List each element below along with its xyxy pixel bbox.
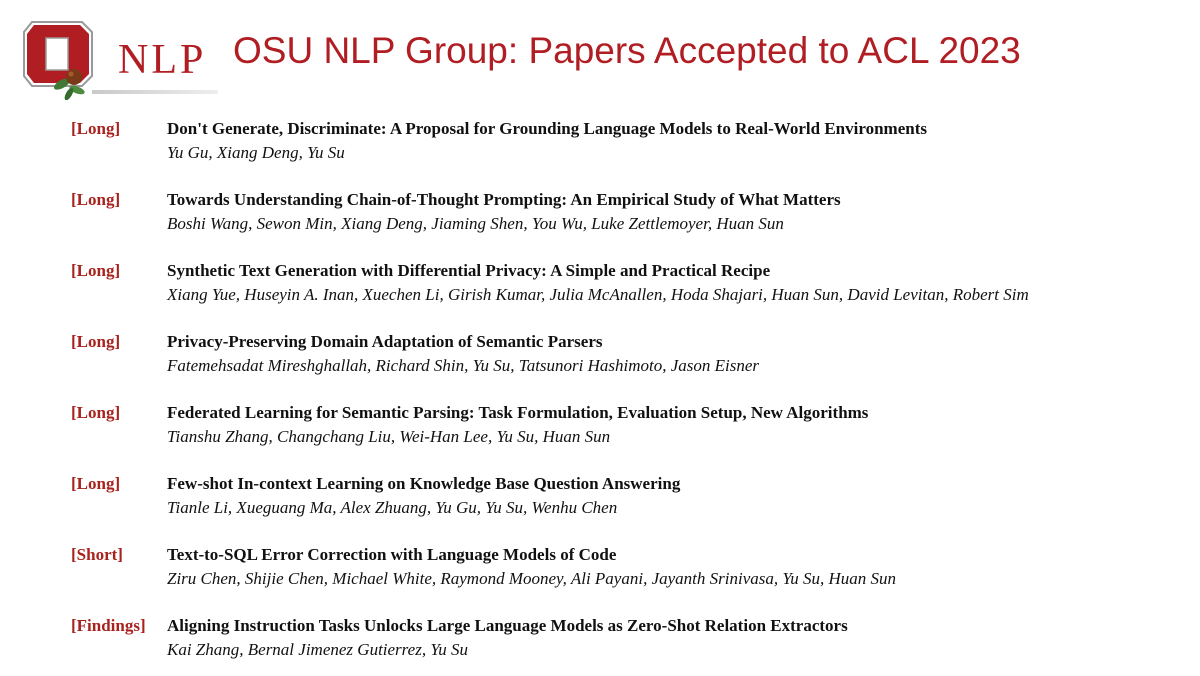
paper-title: Federated Learning for Semantic Parsing: Task Formulation, Evaluation Setup, New Algorithms	[167, 403, 869, 422]
paper-title: Synthetic Text Generation with Differential Privacy: A Simple and Practical Recipe	[167, 261, 771, 280]
paper-authors: Xiang Yue, Huseyin A. Inan, Xuechen Li, Girish Kumar, Julia McAnallen, Hoda Shajari, Huan Sun, David Levitan, Robert Sim	[167, 285, 1029, 304]
paper-authors: Ziru Chen, Shijie Chen, Michael White, Raymond Mooney, Ali Payani, Jayanth Srinivasa, Yu Su, Huan Sun	[167, 569, 897, 588]
paper-authors: Boshi Wang, Sewon Min, Xiang Deng, Jiaming Shen, You Wu, Luke Zettlemoyer, Huan Sun	[167, 214, 784, 233]
logo-nlp-text: NLP	[118, 37, 207, 83]
paper-title: Privacy-Preserving Domain Adaptation of Semantic Parsers	[167, 332, 603, 351]
paper-item	[0, 261, 1200, 321]
paper-authors: Kai Zhang, Bernal Jimenez Gutierrez, Yu Su	[167, 640, 468, 659]
paper-type-tag: [Long]	[71, 403, 121, 422]
paper-type-tag: [Long]	[71, 332, 121, 351]
paper-authors: Tianle Li, Xueguang Ma, Alex Zhuang, Yu Gu, Yu Su, Wenhu Chen	[167, 498, 618, 517]
paper-type-tag: [Long]	[71, 190, 121, 209]
paper-type-tag: [Long]	[71, 474, 121, 493]
paper-title: Towards Understanding Chain-of-Thought Prompting: An Empirical Study of What Matters	[167, 190, 841, 209]
paper-item	[0, 403, 1200, 463]
paper-title: Aligning Instruction Tasks Unlocks Large Language Models as Zero-Shot Relation Extractors	[167, 616, 848, 635]
paper-item	[0, 545, 1200, 605]
paper-item	[0, 616, 1200, 676]
osu-nlp-logo	[22, 14, 207, 100]
paper-authors: Fatemehsadat Mireshghallah, Richard Shin, Yu Su, Tatsunori Hashimoto, Jason Eisner	[167, 356, 760, 375]
paper-title: Don't Generate, Discriminate: A Proposal for Grounding Language Models to Real-World Environments	[167, 119, 927, 138]
page-title: OSU NLP Group: Papers Accepted to ACL 2023	[233, 30, 1021, 71]
paper-item	[0, 119, 1200, 179]
paper-authors: Tianshu Zhang, Changchang Liu, Wei-Han Lee, Yu Su, Huan Sun	[167, 427, 611, 446]
paper-type-tag: [Findings]	[71, 616, 146, 635]
paper-type-tag: [Long]	[71, 119, 121, 138]
block-o-icon	[22, 14, 102, 100]
logo-underline	[92, 90, 218, 94]
paper-item	[0, 332, 1200, 392]
paper-item	[0, 190, 1200, 250]
paper-authors: Yu Gu, Xiang Deng, Yu Su	[167, 143, 345, 162]
paper-title: Text-to-SQL Error Correction with Language Models of Code	[167, 545, 617, 564]
paper-item	[0, 474, 1200, 534]
paper-title: Few-shot In-context Learning on Knowledge Base Question Answering	[167, 474, 681, 493]
paper-type-tag: [Long]	[71, 261, 121, 280]
paper-type-tag: [Short]	[71, 545, 123, 564]
